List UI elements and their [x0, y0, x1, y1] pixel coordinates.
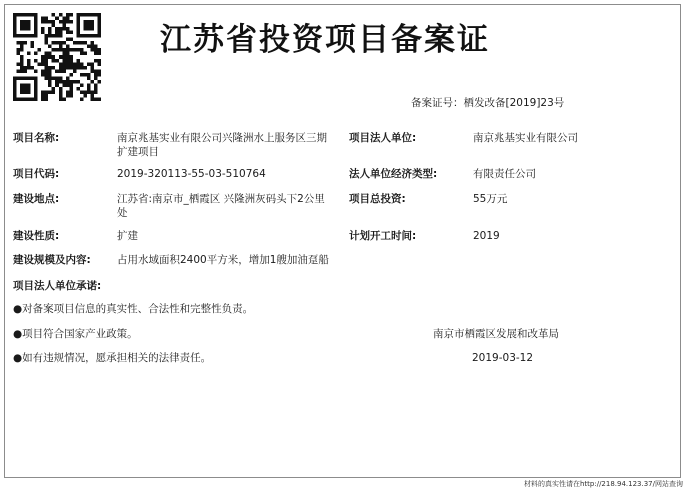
project-name-value: 南京兆基实业有限公司兴隆洲水上服务区三期扩建项目: [117, 132, 327, 158]
issuing-authority: 南京市栖霞区发展和改革局: [433, 328, 559, 340]
start-time-value: 2019: [473, 230, 500, 242]
record-number-label: 备案证号：: [411, 97, 464, 109]
start-time-label: 计划开工时间:: [349, 230, 417, 242]
nature-label: 建设性质:: [13, 230, 60, 242]
legal-unit-value: 南京兆基实业有限公司: [473, 132, 578, 144]
location-label: 建设地点:: [13, 193, 60, 205]
issue-date: 2019-03-12: [472, 352, 534, 364]
commitment-item: ●项目符合国家产业政策。: [13, 328, 138, 340]
commitment-item: ●如有违规情况，愿承担相关的法律责任。: [13, 352, 212, 364]
project-code-value: 2019-320113-55-03-510764: [117, 168, 266, 180]
location-value: 江苏省:南京市_栖霞区 兴隆洲灰码头下2公里处: [117, 193, 325, 219]
nature-value: 扩建: [117, 230, 138, 242]
project-name-label: 项目名称:: [13, 132, 60, 144]
econ-type-label: 法人单位经济类型:: [349, 168, 438, 180]
total-investment-label: 项目总投资:: [349, 193, 406, 205]
project-code-label: 项目代码:: [13, 168, 60, 180]
record-number: [411, 96, 564, 110]
econ-type-value: 有限责任公司: [473, 168, 536, 180]
commitments-heading: 项目法人单位承诺:: [13, 280, 102, 292]
document-border: [4, 4, 681, 478]
record-number-value: 栖发改备[2019]23号: [463, 97, 565, 109]
total-investment-value: 55万元: [473, 193, 508, 205]
commitment-item: ●对备案项目信息的真实性、合法性和完整性负责。: [13, 303, 254, 315]
scale-label: 建设规模及内容:: [13, 254, 91, 266]
document-title: 江苏省投资项目备案证: [160, 22, 490, 58]
scale-value: 占用水域面积2400平方米，增加1艘加油趸船: [117, 254, 329, 266]
verification-note: 材料的真实性请在http://218.94.123.37/网站查询: [523, 480, 683, 488]
legal-unit-label: 项目法人单位:: [349, 132, 417, 144]
qr-code-icon: [13, 13, 101, 101]
